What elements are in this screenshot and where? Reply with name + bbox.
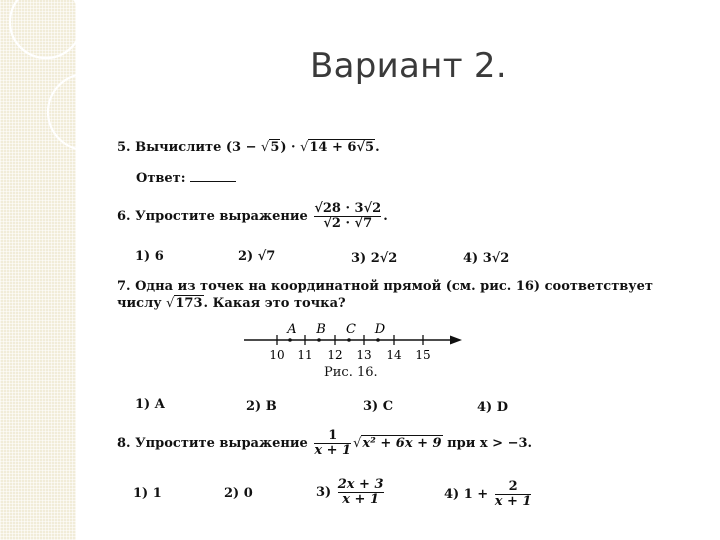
q8-option-3 <box>316 478 386 507</box>
q8-option-3-num: 2x + 3 <box>337 477 384 492</box>
q8-sqrt: x² + 6x + 9 <box>362 436 442 451</box>
question-6 <box>117 202 388 231</box>
q6-frac-den: √2 · √7 <box>314 216 381 231</box>
q8-option-4-den: x + 1 <box>494 494 532 509</box>
tick-label-11: 11 <box>297 348 313 362</box>
question-8: 8. Упростите выражение $\frac{1}{x + 1}$ √x² + 6x + 9 при x > −3. <box>117 428 533 458</box>
tick-label-10: 10 <box>269 348 285 362</box>
question-5: 5. Вычислите (3 − √5) · √14 + 6√5. <box>117 140 380 155</box>
q8-text: Упростите выражение <box>135 436 308 451</box>
tick-label-12: 12 <box>327 348 343 362</box>
slide-title: Вариант 2. <box>310 46 507 86</box>
q6-text: Упростите выражение <box>135 209 308 224</box>
question-7-line-2: числу √173. Какая это точка? <box>117 296 346 311</box>
q7-option-2: 2) B <box>246 399 277 414</box>
point-c-label: C <box>346 322 356 337</box>
q6-fraction <box>314 202 381 231</box>
q5-text: Вычислите <box>135 140 222 155</box>
q6-option-3: 3) 2√2 <box>351 251 398 266</box>
point-c-marker <box>347 338 351 342</box>
q8-frac-num: 1 <box>328 428 338 443</box>
point-a-label: A <box>287 322 297 337</box>
q5-sqrt-a: 5 <box>270 140 280 155</box>
q6-option-4: 4) 3√2 <box>463 251 510 266</box>
number-line-arrow <box>450 336 462 345</box>
q5-number: 5. <box>117 140 131 155</box>
q8-option-4-fraction <box>495 480 532 509</box>
q8-option-2: 2) 0 <box>224 486 253 501</box>
q8-fraction <box>314 429 351 458</box>
q5-expr-open: (3 − <box>225 140 262 155</box>
q7-number: 7. <box>117 279 131 294</box>
q5-sqrt-b: 14 + 6√5 <box>309 140 375 155</box>
q5-answer-line <box>136 170 236 186</box>
q8-frac-den: x + 1 <box>314 443 352 458</box>
q6-number: 6. <box>117 209 131 224</box>
answer-blank <box>190 170 236 182</box>
q7-option-1: 1) A <box>135 397 165 412</box>
q7-option-3: 3) C <box>363 399 394 414</box>
q7-option-4: 4) D <box>477 400 508 415</box>
q6-frac-num: √28 · 3√2 <box>314 201 382 216</box>
q5-answer-label: Ответ: <box>136 171 186 186</box>
point-a-marker <box>288 338 292 342</box>
q6-option-1: 1) 6 <box>135 249 164 264</box>
q8-option-4 <box>444 480 533 509</box>
q8-option-4-label: 4) 1 + <box>444 487 489 502</box>
point-b-marker <box>317 338 321 342</box>
point-b-label: B <box>316 322 326 337</box>
q6-option-2: 2) √7 <box>238 249 276 264</box>
q7-line1: Одна из точек на координатной прямой (см. рис. 16) соответствует <box>135 279 653 294</box>
decorative-circles <box>0 0 140 160</box>
tick-label-15: 15 <box>415 348 431 362</box>
q7-line2-b: . Какая это точка? <box>203 296 346 311</box>
q5-end: . <box>375 140 380 155</box>
figure-caption: Рис. 16. <box>324 365 378 380</box>
q6-end: . <box>383 209 388 224</box>
q7-line2-a: числу <box>117 296 162 311</box>
q8-option-4-num: 2 <box>508 479 518 494</box>
tick-label-13: 13 <box>356 348 372 362</box>
number-line-figure <box>240 318 470 362</box>
question-7-line-1 <box>117 279 653 294</box>
point-d-marker <box>376 338 380 342</box>
point-d-label: D <box>374 322 386 337</box>
q5-expr-close: ) · <box>280 140 296 155</box>
q8-option-3-den: x + 1 <box>338 492 384 507</box>
tick-label-14: 14 <box>386 348 402 362</box>
q8-number: 8. <box>117 436 131 451</box>
q7-sqrt: 173 <box>175 296 203 311</box>
q8-option-3-fraction <box>338 478 384 507</box>
q8-option-1: 1) 1 <box>133 486 162 501</box>
q8-option-3-label: 3) <box>316 485 332 500</box>
q8-condition: при x > −3. <box>447 436 533 451</box>
